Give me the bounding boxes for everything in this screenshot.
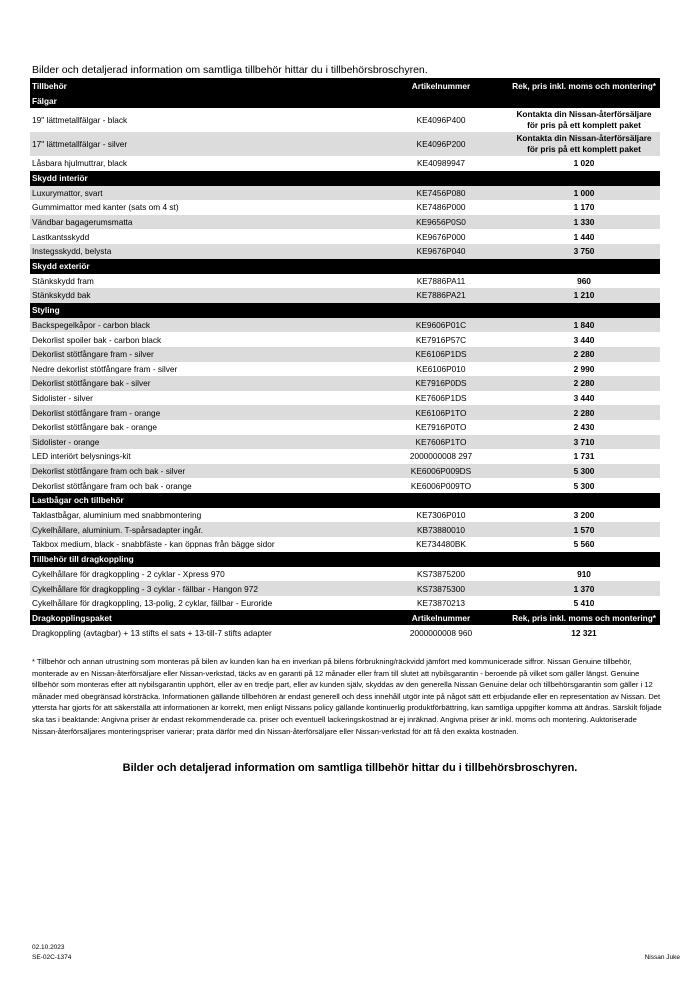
accessory-name: Låsbara hjulmuttrar, black bbox=[32, 158, 128, 169]
table-row bbox=[30, 244, 660, 259]
table-row bbox=[30, 318, 660, 333]
article-number: KE73870213 bbox=[417, 598, 465, 609]
price: 1 840 bbox=[508, 318, 660, 333]
table-row bbox=[30, 200, 660, 215]
price: 2 990 bbox=[573, 363, 595, 374]
table-row bbox=[30, 362, 660, 377]
article-number: KE7306P010 bbox=[416, 510, 466, 521]
accessory-name: LED interiört belysnings-kit bbox=[32, 451, 131, 462]
accessory-name: Dekorlist stötfångare fram - orange bbox=[30, 405, 374, 420]
article-number: KS73875200 bbox=[417, 568, 465, 579]
price: 960 bbox=[577, 275, 591, 286]
article-number: KB73880010 bbox=[374, 522, 508, 537]
accessory-name: 19" lättmetallfälgar - black bbox=[32, 115, 128, 125]
intro-text: Bilder och detaljerad information om samtliga tillbehör hittar du i tillbehörsbroschyren. bbox=[32, 64, 428, 76]
price: 3 710 bbox=[508, 435, 660, 450]
table-row bbox=[30, 376, 660, 391]
article-number: KE6106P1DS bbox=[374, 347, 508, 362]
price: 3 440 bbox=[573, 334, 595, 345]
price: 2 280 bbox=[508, 347, 660, 362]
accessory-name: Gummimattor med kanter (sats om 4 st) bbox=[32, 202, 179, 213]
article-number: KE6106P1TO bbox=[374, 405, 508, 420]
article-number: KE4096P200 bbox=[374, 132, 508, 156]
article-number: KE6006P009TO bbox=[410, 480, 472, 491]
table-row bbox=[30, 347, 660, 362]
accessories-table bbox=[30, 78, 660, 640]
section-title: Skydd interiör bbox=[30, 171, 660, 186]
article-number: KE9656P0S0 bbox=[374, 215, 508, 230]
section-title: Tillbehör till dragkoppling bbox=[30, 552, 660, 567]
article-number: KE7606P1DS bbox=[415, 393, 467, 404]
price: 2 430 bbox=[573, 422, 595, 433]
accessory-name: 17" lättmetallfälgar - silver bbox=[30, 132, 374, 156]
section-header bbox=[30, 93, 660, 108]
header-accessory: Dragkopplingspaket bbox=[30, 610, 374, 625]
price: 3 440 bbox=[573, 393, 595, 404]
price: 2 280 bbox=[508, 376, 660, 391]
price: 5 300 bbox=[573, 480, 595, 491]
table-row bbox=[30, 108, 660, 132]
table-row bbox=[30, 186, 660, 201]
outro-text: Bilder och detaljerad information om samtliga tillbehör hittar du i tillbehörsbroschyren. bbox=[122, 762, 578, 774]
header-price: Rek, pris inkl. moms och montering* bbox=[508, 610, 660, 625]
price: 1 330 bbox=[508, 215, 660, 230]
article-number: KE9606P01C bbox=[374, 318, 508, 333]
article-number: KS73875300 bbox=[374, 581, 508, 596]
section-header bbox=[30, 171, 660, 186]
table-row bbox=[30, 464, 660, 479]
accessory-name: Luxurymattor, svart bbox=[30, 186, 374, 201]
accessory-name: Dekorlist stötfångare fram - silver bbox=[30, 347, 374, 362]
section-title: Skydd exteriör bbox=[30, 259, 660, 274]
article-number: KE6006P009DS bbox=[374, 464, 508, 479]
accessory-name: Instegsskydd, belysta bbox=[30, 244, 374, 259]
price: 1 000 bbox=[508, 186, 660, 201]
price: Kontakta din Nissan-återförsäljare för pris på ett komplett paket bbox=[516, 109, 652, 130]
price: 1 210 bbox=[508, 288, 660, 303]
price: 1 731 bbox=[573, 451, 595, 462]
price: 5 300 bbox=[508, 464, 660, 479]
table-row bbox=[30, 215, 660, 230]
header-article-number: Artikelnummer bbox=[374, 78, 508, 93]
table-row bbox=[30, 625, 660, 640]
accessory-name: Sidolister - orange bbox=[30, 435, 374, 450]
section-header bbox=[30, 552, 660, 567]
section-title: Lastbågar och tillbehör bbox=[30, 493, 660, 508]
section-header bbox=[30, 259, 660, 274]
accessory-name: Dekorlist stötfångare bak - orange bbox=[32, 422, 157, 433]
accessory-name: Vändbar bagagerumsmatta bbox=[30, 215, 374, 230]
accessory-name: Dekorlist stötfångare fram och bak - orange bbox=[32, 480, 192, 491]
accessory-name: Cykelhållare för dragkoppling - 3 cyklar - fällbar - Hangon 972 bbox=[30, 581, 374, 596]
price: 1 170 bbox=[573, 202, 595, 213]
price: 3 200 bbox=[573, 510, 595, 521]
price: 910 bbox=[577, 568, 591, 579]
accessory-name: Dekorlist stötfångare fram och bak - silver bbox=[30, 464, 374, 479]
article-number: KE40989947 bbox=[417, 158, 465, 169]
table-row bbox=[30, 391, 660, 406]
table-row bbox=[30, 596, 660, 611]
footer-date: 02.10.2023 bbox=[32, 944, 65, 951]
article-number: 2000000008 297 bbox=[409, 451, 473, 462]
article-number: KE7606P1TO bbox=[374, 435, 508, 450]
footer-model: Nissan Juke bbox=[644, 954, 680, 961]
table-row bbox=[30, 508, 660, 523]
article-number: 2000000008 960 bbox=[409, 627, 473, 638]
accessory-name: Stänkskydd fram bbox=[32, 275, 94, 286]
accessory-name: Cykelhållare för dragkoppling, 13-polig, 2 cyklar, fällbar - Euroride bbox=[32, 598, 273, 609]
accessory-name: Dekorlist stötfångare bak - silver bbox=[30, 376, 374, 391]
article-number: KE7916P0TO bbox=[415, 422, 467, 433]
accessory-name: Backspegelkåpor - carbon black bbox=[30, 318, 374, 333]
accessory-name: Lastkantsskydd bbox=[32, 231, 90, 242]
table-row bbox=[30, 537, 660, 552]
table-row bbox=[30, 132, 660, 156]
table-row bbox=[30, 274, 660, 289]
table-row bbox=[30, 581, 660, 596]
table-row bbox=[30, 405, 660, 420]
section-title: Styling bbox=[30, 303, 660, 318]
price: 1 020 bbox=[573, 158, 595, 169]
table-row bbox=[30, 435, 660, 450]
article-number: KE7916P0DS bbox=[374, 376, 508, 391]
accessory-name: Taklastbågar, aluminium med snabbmontering bbox=[32, 510, 202, 521]
price: 5 410 bbox=[573, 598, 595, 609]
price: 1 370 bbox=[508, 581, 660, 596]
table-row bbox=[30, 420, 660, 435]
table-row bbox=[30, 229, 660, 244]
article-number: KE9676P040 bbox=[374, 244, 508, 259]
article-number: KE734480BK bbox=[416, 539, 466, 550]
footer-code: SE-02C-1374 bbox=[32, 954, 72, 961]
section-header bbox=[30, 493, 660, 508]
package-header bbox=[30, 610, 660, 625]
article-number: KE6106P010 bbox=[416, 363, 466, 374]
accessory-name: Sidolister - silver bbox=[32, 393, 93, 404]
table-row bbox=[30, 567, 660, 582]
article-number: KE7886PA21 bbox=[374, 288, 508, 303]
article-number: KE7486P000 bbox=[416, 202, 466, 213]
section-header bbox=[30, 303, 660, 318]
accessory-name: Nedre dekorlist stötfångare fram - silver bbox=[32, 363, 178, 374]
footnote: * Tillbehör och annan utrustning som monteras på bilen av kunden kan ha en inverkan på bilens förbrukning/räckvidd jämfört med kommunicerade siffror. Nissan Genuine tillbehör, monterade av en Nissan-återförsäljare eller Nissan-verkstad, täcks av en garanti på 12 månader eller fram till slutet att nybilsgarantin - beroende på vilket som gäller längst. Genuine tillbehör som monteras efter att nybilsgarantin upphört, eller av en tredje part, eller av kunden själv, skyddas av den generella Nissan Genuine delar och tillbehörsgarantin som gäller i 12 månader med obegränsad körsträcka. Informationen gällande tillbehören är endast generell och dess innehåll utgör inte på något sätt ett erbjudande eller en representation av Nissan. Det yttersta har gjorts för att säkerställa att informationen är korrekt, men enligt Nissans policy gällande kontinuerlig produktförbättring, kan samtliga uppgifter komma att ändras. Särskilt följade ska tas i beaktande: Angivna priser är endast rekommenderade ca. priser och eventuell lackeringskostnad är ej inräknad. Angivna priser är inkl. moms och montering. Auktoriserade Nissan-återförsäljares monteringspriser varierar; prata därför med din Nissan-återförsäljare eller Nissan-verkstad för att få den exakta kostnaden. bbox=[32, 657, 662, 736]
accessory-name: Cykelhållare för dragkoppling - 2 cyklar - Xpress 970 bbox=[32, 568, 225, 579]
table-row bbox=[30, 288, 660, 303]
section-title: Fälgar bbox=[30, 93, 660, 108]
table-header bbox=[30, 78, 660, 93]
article-number: KE7456P080 bbox=[374, 186, 508, 201]
price: 12 321 bbox=[571, 627, 597, 638]
article-number: KE9676P000 bbox=[416, 231, 466, 242]
price: 3 750 bbox=[508, 244, 660, 259]
table-row bbox=[30, 332, 660, 347]
price: 1 440 bbox=[573, 231, 595, 242]
table-row bbox=[30, 478, 660, 493]
price: 2 280 bbox=[508, 405, 660, 420]
article-number: KE7916P57C bbox=[415, 334, 467, 345]
accessory-name: Cykelhållare, aluminium. T-spårsadapter ingår. bbox=[30, 522, 374, 537]
table-row bbox=[30, 156, 660, 171]
price: Kontakta din Nissan-återförsäljare för pris på ett komplett paket bbox=[508, 132, 660, 156]
article-number: KE4096P400 bbox=[416, 115, 466, 125]
accessory-name: Dekorlist spoiler bak - carbon black bbox=[32, 334, 162, 345]
header-accessory: Tillbehör bbox=[30, 78, 374, 93]
accessory-name: Dragkoppling (avtagbar) + 13 stifts el sats + 13-till-7 stifts adapter bbox=[32, 627, 272, 638]
table-row bbox=[30, 449, 660, 464]
accessory-name: Takbox medium, black - snabbfäste - kan öppnas från bägge sidor bbox=[32, 539, 275, 550]
header-price: Rek, pris inkl. moms och montering* bbox=[508, 78, 660, 93]
article-number: KE7886PA11 bbox=[416, 275, 466, 286]
header-article-number: Artikelnummer bbox=[374, 610, 508, 625]
price: 5 560 bbox=[573, 539, 595, 550]
table-row bbox=[30, 522, 660, 537]
accessory-name: Stänkskydd bak bbox=[30, 288, 374, 303]
price: 1 570 bbox=[508, 522, 660, 537]
